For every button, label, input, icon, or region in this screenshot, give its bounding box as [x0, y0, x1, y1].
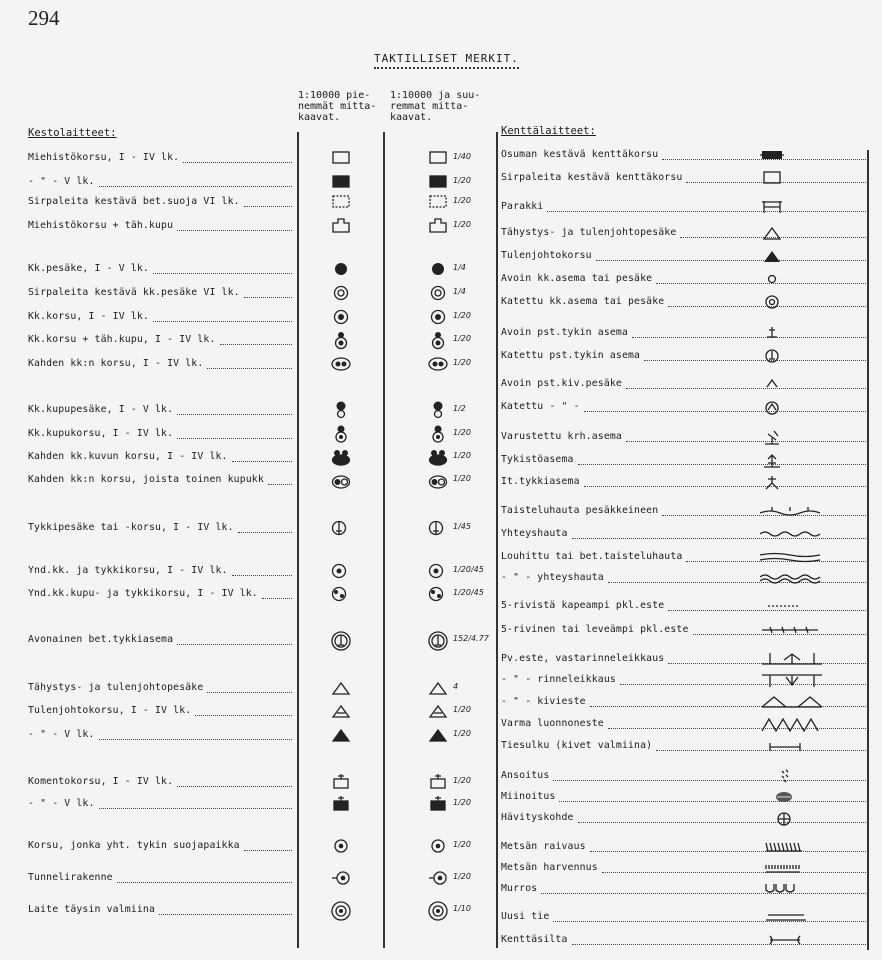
- field-installation-label: - " - kivieste: [501, 696, 586, 707]
- symbol-large-scale-icon: [428, 149, 450, 169]
- symbol-large-scale-icon: [428, 308, 450, 328]
- symbol-large-scale-icon: [428, 631, 450, 651]
- field-symbol-icon: [760, 809, 824, 829]
- scale-note: 1/4: [453, 287, 466, 296]
- field-installation-label: Taisteluhauta pesäkkeineen: [501, 505, 659, 516]
- dotted-leader: [608, 582, 866, 583]
- dotted-leader: [596, 260, 866, 261]
- dotted-leader: [620, 684, 866, 685]
- column-heading-large-scale: 1:10000 ja suu- remmat mitta- kaavat.: [390, 90, 481, 123]
- field-symbol-icon: [760, 398, 824, 418]
- dotted-leader: [244, 297, 292, 298]
- dotted-leader: [183, 162, 292, 163]
- dotted-leader: [644, 360, 866, 361]
- scale-note: 152/4.77: [453, 634, 489, 643]
- symbol-large-scale-icon: [428, 471, 450, 491]
- field-installation-label: Yhteyshauta: [501, 528, 568, 539]
- permanent-installation-label: Sirpaleita kestävä kk.pesäke VI lk.: [28, 287, 240, 298]
- symbol-small-scale-icon: [331, 401, 353, 421]
- scale-note: 1/20: [453, 428, 471, 437]
- field-symbol-icon: [760, 169, 824, 189]
- scale-note: 1/20: [453, 705, 471, 714]
- symbol-small-scale-icon: [331, 355, 353, 375]
- field-symbol-icon: [760, 671, 824, 691]
- field-installation-label: Sirpaleita kestävä kenttäkorsu: [501, 172, 683, 183]
- field-installation-label: Metsän raivaus: [501, 841, 586, 852]
- symbol-large-scale-icon: [428, 355, 450, 375]
- permanent-installation-label: Tähystys- ja tulenjohtopesäke: [28, 682, 204, 693]
- symbol-small-scale-icon: [331, 837, 353, 857]
- dotted-leader: [159, 914, 292, 915]
- field-installation-label: - " - rinneleikkaus: [501, 674, 616, 685]
- permanent-installation-label: - " - V lk.: [28, 729, 95, 740]
- scale-note: 1/20: [453, 451, 471, 460]
- scale-note: 1/45: [453, 522, 471, 531]
- dotted-leader: [117, 882, 292, 883]
- field-symbol-icon: [760, 548, 824, 568]
- dotted-leader: [99, 186, 292, 187]
- dotted-leader: [153, 273, 292, 274]
- column-divider-far-right: [867, 150, 869, 950]
- field-installation-label: Katettu pst.tykin asema: [501, 350, 641, 361]
- field-installation-label: Varma luonnoneste: [501, 718, 604, 729]
- permanent-installation-label: Tunnelirakenne: [28, 872, 113, 883]
- field-symbol-icon: [760, 621, 824, 641]
- dotted-leader: [177, 414, 292, 415]
- permanent-installation-label: - " - V lk.: [28, 176, 95, 187]
- permanent-installation-label: Kk.kupupesäke, I - V lk.: [28, 404, 174, 415]
- field-installation-label: Louhittu tai bet.taisteluhauta: [501, 551, 683, 562]
- symbol-small-scale-icon: [331, 331, 353, 351]
- field-installation-label: Tykistöasema: [501, 454, 574, 465]
- symbol-small-scale-icon: [331, 901, 353, 921]
- field-symbol-icon: [760, 931, 824, 951]
- scale-note: 1/20: [453, 840, 471, 849]
- symbol-large-scale-icon: [428, 901, 450, 921]
- dotted-leader: [608, 728, 866, 729]
- dotted-leader: [590, 851, 866, 852]
- scale-note: 1/40: [453, 152, 471, 161]
- field-installation-label: 5-rivinen tai leveämpi pkl.este: [501, 624, 689, 635]
- field-installation-label: Varustettu krh.asema: [501, 431, 622, 442]
- symbol-large-scale-icon: [428, 837, 450, 857]
- field-symbol-icon: [760, 293, 824, 313]
- permanent-installation-label: Laite täysin valmiina: [28, 904, 156, 915]
- symbol-large-scale-icon: [428, 679, 450, 699]
- symbol-small-scale-icon: [331, 562, 353, 582]
- permanent-installation-label: Kahden kk.kuvun korsu, I - IV lk.: [28, 451, 228, 462]
- scale-note: 1/20: [453, 474, 471, 483]
- dotted-leader: [262, 598, 292, 599]
- field-symbol-icon: [760, 859, 824, 879]
- scale-note: 1/20: [453, 220, 471, 229]
- permanent-installation-label: Tulenjohtokorsu, I - IV lk.: [28, 705, 192, 716]
- permanent-installation-label: Kahden kk:n korsu, joista toinen kupukk: [28, 474, 264, 485]
- field-installation-label: Uusi tie: [501, 911, 550, 922]
- field-installation-label: Avoin pst.tykin asema: [501, 327, 629, 338]
- dotted-leader: [632, 337, 866, 338]
- field-symbol-icon: [760, 428, 824, 448]
- dotted-leader: [99, 739, 292, 740]
- field-installation-label: Parakki: [501, 201, 544, 212]
- dotted-leader: [177, 786, 292, 787]
- field-installation-label: Ansoitus: [501, 770, 550, 781]
- dotted-leader: [177, 438, 292, 439]
- field-symbol-icon: [760, 737, 824, 757]
- symbol-small-scale-icon: [331, 726, 353, 746]
- symbol-large-scale-icon: [428, 773, 450, 793]
- field-symbol-icon: [760, 502, 824, 522]
- symbol-large-scale-icon: [428, 448, 450, 468]
- symbol-large-scale-icon: [428, 331, 450, 351]
- symbol-large-scale-icon: [428, 726, 450, 746]
- field-installation-label: Tiesulku (kivet valmiina): [501, 740, 653, 751]
- symbol-large-scale-icon: [428, 585, 450, 605]
- symbol-large-scale-icon: [428, 562, 450, 582]
- field-installation-label: Osuman kestävä kenttäkorsu: [501, 149, 659, 160]
- scale-note: 1/10: [453, 904, 471, 913]
- field-symbol-icon: [760, 198, 824, 218]
- dotted-leader: [232, 575, 292, 576]
- permanent-installation-label: Sirpaleita kestävä bet.suoja VI lk.: [28, 196, 240, 207]
- symbol-large-scale-icon: [428, 425, 450, 445]
- symbol-small-scale-icon: [331, 869, 353, 889]
- dotted-leader: [244, 206, 292, 207]
- field-symbol-icon: [760, 451, 824, 471]
- page-title: TAKTILLISET MERKIT.: [374, 52, 519, 65]
- field-installation-label: It.tykkiasema: [501, 476, 580, 487]
- symbol-large-scale-icon: [428, 519, 450, 539]
- symbol-small-scale-icon: [331, 284, 353, 304]
- dotted-leader: [602, 872, 866, 873]
- field-installation-label: Kenttäsilta: [501, 934, 568, 945]
- field-installation-label: Katettu - " -: [501, 401, 580, 412]
- scale-note: 1/20: [453, 729, 471, 738]
- field-symbol-icon: [760, 693, 824, 713]
- dotted-leader: [244, 850, 292, 851]
- section-heading-permanent: Kestolaitteet:: [28, 127, 117, 139]
- field-symbol-icon: [760, 473, 824, 493]
- field-symbol-icon: [760, 838, 824, 858]
- permanent-installation-label: Miehistökorsu, I - IV lk.: [28, 152, 180, 163]
- column-divider-left: [297, 132, 299, 948]
- scale-note: 1/20/45: [453, 588, 484, 597]
- field-installation-label: Hävityskohde: [501, 812, 574, 823]
- column-divider-right: [496, 132, 498, 948]
- dotted-leader: [238, 532, 292, 533]
- permanent-installation-label: Komentokorsu, I - IV lk.: [28, 776, 174, 787]
- field-installation-label: 5-rivistä kapeampi pkl.este: [501, 600, 665, 611]
- dotted-leader: [153, 321, 292, 322]
- symbol-large-scale-icon: [428, 869, 450, 889]
- permanent-installation-label: - " - V lk.: [28, 798, 95, 809]
- dotted-leader: [195, 715, 292, 716]
- field-symbol-icon: [760, 908, 824, 928]
- dotted-leader: [268, 484, 292, 485]
- dotted-leader: [232, 461, 292, 462]
- dotted-leader: [177, 230, 292, 231]
- section-heading-field: Kenttälaitteet:: [501, 125, 596, 137]
- permanent-installation-label: Miehistökorsu + täh.kupu: [28, 220, 174, 231]
- field-symbol-icon: [760, 767, 824, 787]
- symbol-small-scale-icon: [331, 519, 353, 539]
- scale-note: 1/20: [453, 311, 471, 320]
- dotted-leader: [590, 706, 866, 707]
- scale-note: 1/20: [453, 196, 471, 205]
- symbol-small-scale-icon: [331, 425, 353, 445]
- scale-note: 4: [453, 682, 459, 691]
- field-installation-label: Pv.este, vastarinneleikkaus: [501, 653, 665, 664]
- scale-note: 1/4: [453, 263, 466, 272]
- scale-note: 1/20: [453, 798, 471, 807]
- dotted-leader: [207, 368, 292, 369]
- symbol-small-scale-icon: [331, 193, 353, 213]
- page-number: 294: [28, 6, 60, 30]
- field-symbol-icon: [760, 650, 824, 670]
- symbol-small-scale-icon: [331, 260, 353, 280]
- symbol-small-scale-icon: [331, 448, 353, 468]
- field-installation-label: Murros: [501, 883, 538, 894]
- field-installation-label: Avoin pst.kiv.pesäke: [501, 378, 622, 389]
- symbol-small-scale-icon: [331, 471, 353, 491]
- column-heading-small-scale: 1:10000 pie- nemmät mitta- kaavat.: [298, 90, 377, 123]
- symbol-large-scale-icon: [428, 702, 450, 722]
- scale-note: 1/2: [453, 404, 466, 413]
- field-installation-label: Tähystys- ja tulenjohtopesäke: [501, 227, 677, 238]
- symbol-large-scale-icon: [428, 401, 450, 421]
- field-symbol-icon: [760, 375, 824, 395]
- field-symbol-icon: [760, 880, 824, 900]
- scale-note: 1/20: [453, 872, 471, 881]
- field-symbol-icon: [760, 270, 824, 290]
- symbol-small-scale-icon: [331, 173, 353, 193]
- scale-note: 1/20: [453, 176, 471, 185]
- symbol-large-scale-icon: [428, 173, 450, 193]
- field-symbol-icon: [760, 525, 824, 545]
- symbol-small-scale-icon: [331, 773, 353, 793]
- field-installation-label: Katettu kk.asema tai pesäke: [501, 296, 665, 307]
- field-symbol-icon: [760, 569, 824, 589]
- column-divider-middle: [383, 132, 385, 948]
- field-symbol-icon: [760, 347, 824, 367]
- permanent-installation-label: Avonainen bet.tykkiasema: [28, 634, 174, 645]
- symbol-small-scale-icon: [331, 795, 353, 815]
- permanent-installation-label: Tykkipesäke tai -korsu, I - IV lk.: [28, 522, 234, 533]
- symbol-large-scale-icon: [428, 217, 450, 237]
- field-symbol-icon: [760, 597, 824, 617]
- dotted-leader: [99, 808, 292, 809]
- field-symbol-icon: [760, 715, 824, 735]
- permanent-installation-label: Kk.korsu + täh.kupu, I - IV lk.: [28, 334, 216, 345]
- scale-note: 1/20/45: [453, 565, 484, 574]
- symbol-small-scale-icon: [331, 702, 353, 722]
- symbol-small-scale-icon: [331, 585, 353, 605]
- field-installation-label: Metsän harvennus: [501, 862, 598, 873]
- symbol-small-scale-icon: [331, 631, 353, 651]
- dotted-leader: [177, 644, 292, 645]
- field-installation-label: Tulenjohtokorsu: [501, 250, 592, 261]
- symbol-small-scale-icon: [331, 308, 353, 328]
- symbol-large-scale-icon: [428, 193, 450, 213]
- scale-note: 1/20: [453, 334, 471, 343]
- permanent-installation-label: Kk.kupukorsu, I - IV lk.: [28, 428, 174, 439]
- permanent-installation-label: Kahden kk:n korsu, I - IV lk.: [28, 358, 204, 369]
- dotted-leader: [207, 692, 292, 693]
- field-symbol-icon: [760, 224, 824, 244]
- symbol-large-scale-icon: [428, 795, 450, 815]
- symbol-small-scale-icon: [331, 149, 353, 169]
- symbol-large-scale-icon: [428, 260, 450, 280]
- permanent-installation-label: Kk.korsu, I - IV lk.: [28, 311, 149, 322]
- dotted-leader: [626, 388, 866, 389]
- field-symbol-icon: [760, 247, 824, 267]
- dotted-leader: [626, 441, 866, 442]
- scale-note: 1/20: [453, 358, 471, 367]
- field-installation-label: - " - yhteyshauta: [501, 572, 604, 583]
- field-installation-label: Avoin kk.asema tai pesäke: [501, 273, 653, 284]
- permanent-installation-label: Kk.pesäke, I - V lk.: [28, 263, 149, 274]
- field-symbol-icon: [760, 324, 824, 344]
- dotted-leader: [220, 344, 293, 345]
- field-installation-label: Miinoitus: [501, 791, 556, 802]
- field-symbol-icon: [760, 146, 824, 166]
- permanent-installation-label: Korsu, jonka yht. tykin suojapaikka: [28, 840, 240, 851]
- symbol-large-scale-icon: [428, 284, 450, 304]
- symbol-small-scale-icon: [331, 679, 353, 699]
- symbol-small-scale-icon: [331, 217, 353, 237]
- scale-note: 1/20: [453, 776, 471, 785]
- field-symbol-icon: [760, 788, 824, 808]
- permanent-installation-label: Ynd.kk.kupu- ja tykkikorsu, I - IV lk.: [28, 588, 258, 599]
- permanent-installation-label: Ynd.kk. ja tykkikorsu, I - IV lk.: [28, 565, 228, 576]
